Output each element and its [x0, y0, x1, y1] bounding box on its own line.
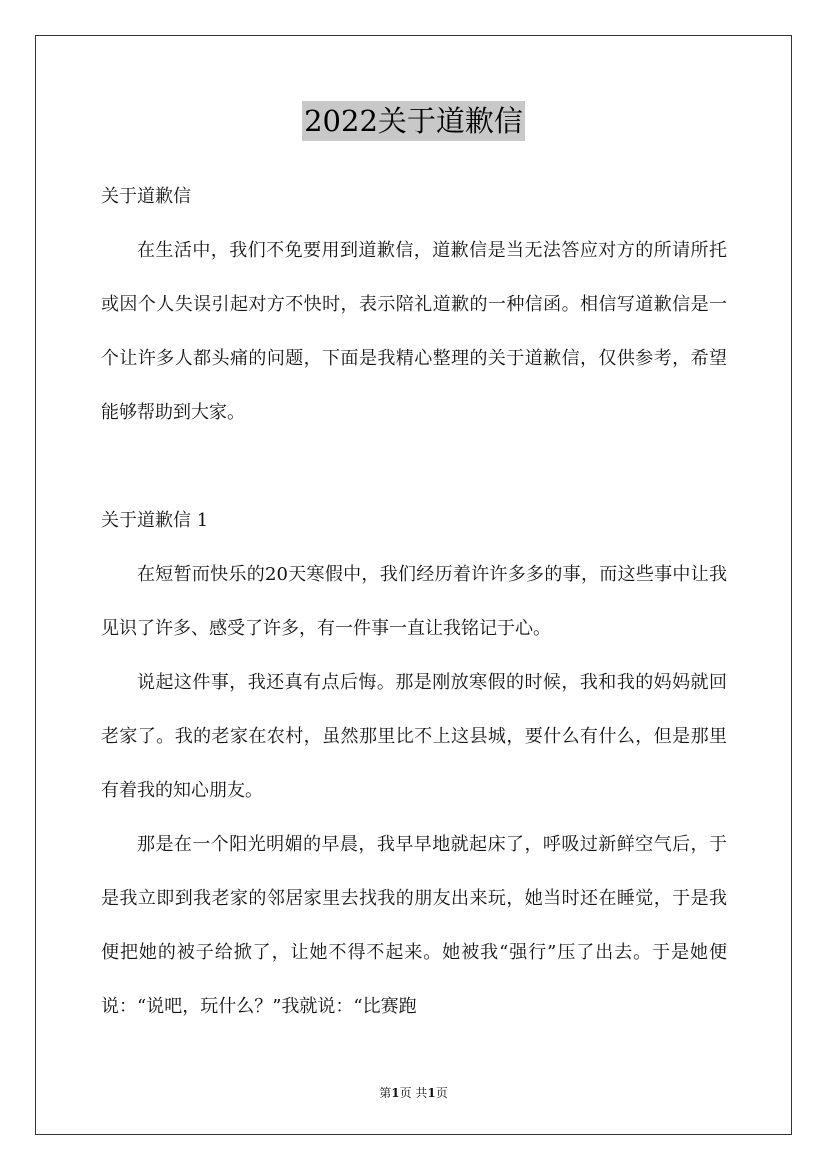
document-title: 2022关于道歉信 — [302, 101, 525, 141]
section1-paragraph-1: 在短暂而快乐的20天寒假中，我们经历着许许多多的事，而这些事中让我见识了许多、感受了许多，有一件事一直让我铭记于心。 — [101, 564, 727, 639]
title-container — [0, 101, 827, 141]
intro-heading: 关于道歉信 — [101, 186, 191, 207]
intro-paragraph: 在生活中，我们不免要用到道歉信，道歉信是当无法答应对方的所请所托或因个人失误引起对方不快时，表示陪礼道歉的一种信函。相信写道歉信是一个让许多人都头痛的问题，下面是我精心整理的关于道歉信，仅供参考，希望能够帮助到大家。 — [101, 240, 727, 423]
section1-heading: 关于道歉信 1 — [101, 510, 209, 531]
footer-prefix: 第 — [379, 1086, 392, 1100]
footer-middle: 页 共 — [399, 1086, 428, 1100]
section1-paragraph-3: 那是在一个阳光明媚的早晨，我早早地就起床了，呼吸过新鲜空气后，于是我立即到我老家的邻居家里去找我的朋友出来玩，她当时还在睡觉，于是我便把她的被子给掀了，让她不得不起来。她被我“强行”压了出去。于是她便说：“说吧，玩什么？”我就说：“比赛跑 — [101, 834, 727, 1017]
section-spacer — [101, 440, 727, 494]
footer-suffix: 页 — [435, 1086, 448, 1100]
footer-current-page: 1 — [391, 1086, 400, 1100]
page-footer — [0, 1085, 827, 1101]
section1-paragraph-2: 说起这件事，我还真有点后悔。那是刚放寒假的时候，我和我的妈妈就回老家了。我的老家在农村，虽然那里比不上这县城，要什么有什么，但是那里有着我的知心朋友。 — [101, 672, 727, 801]
document-body — [101, 170, 727, 1034]
footer-total-pages: 1 — [427, 1086, 436, 1100]
